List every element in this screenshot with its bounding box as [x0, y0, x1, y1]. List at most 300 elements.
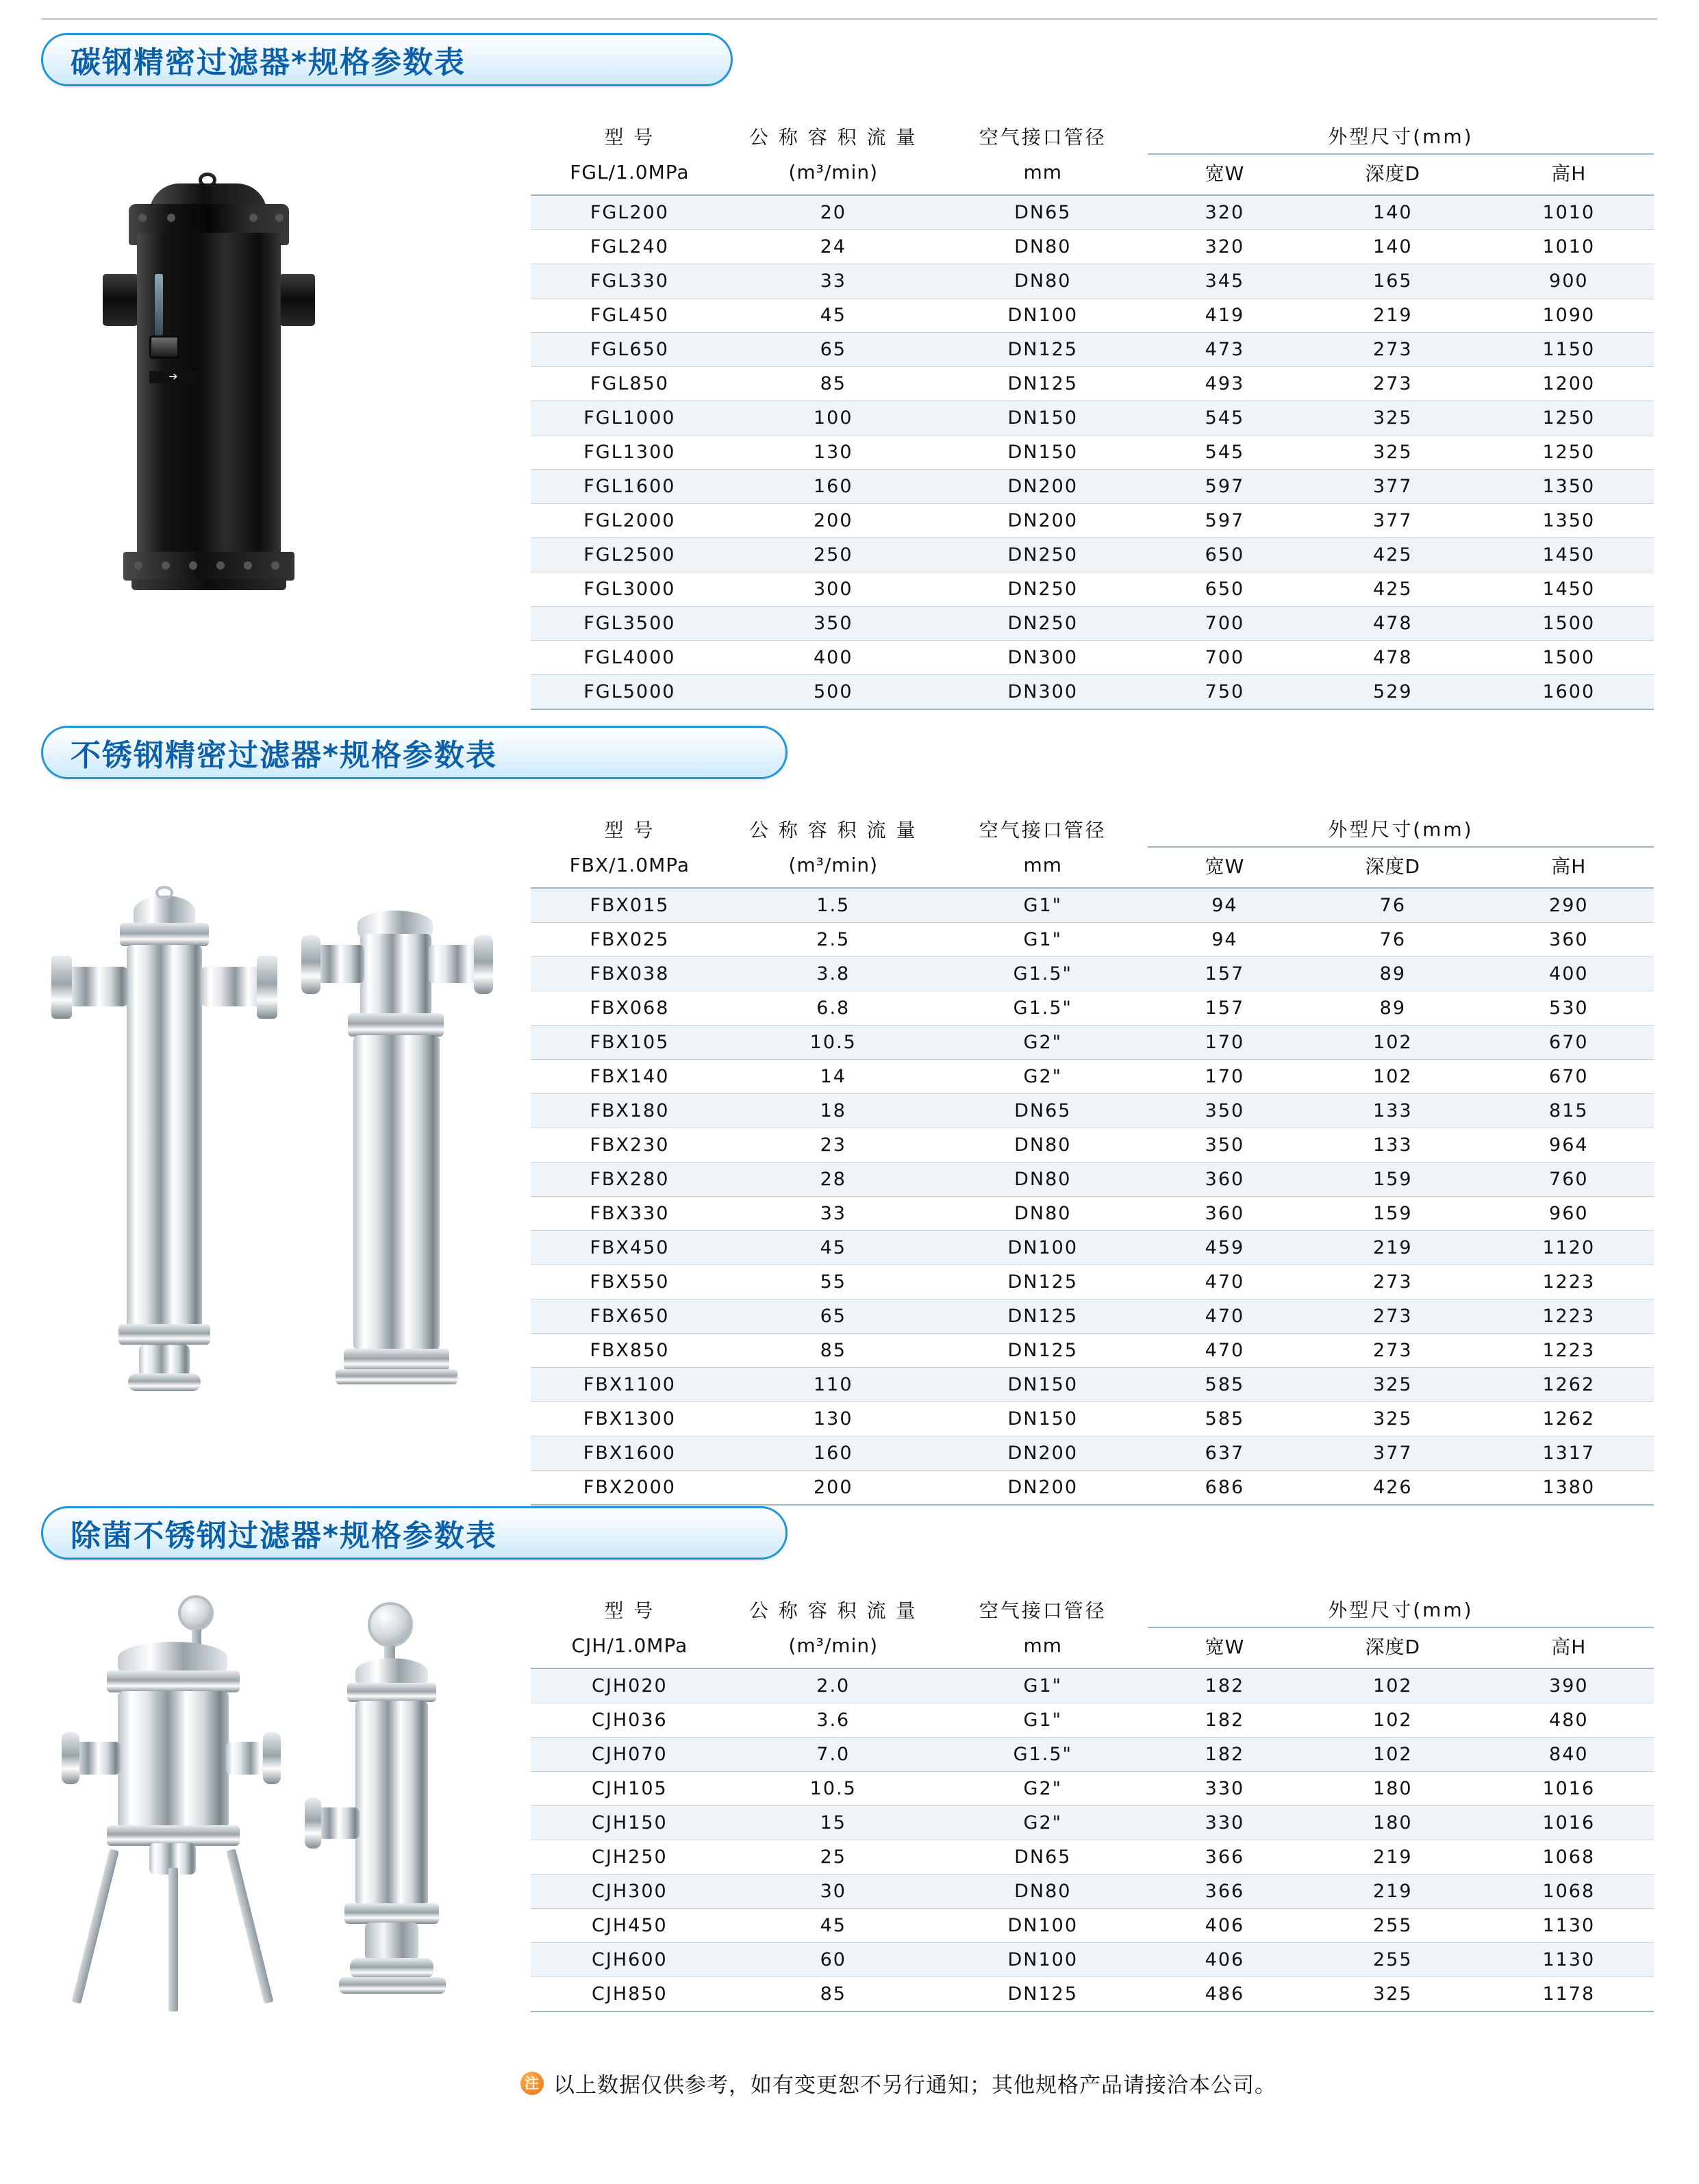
cell-depth: 325: [1302, 1977, 1484, 2012]
cell-flow: 100: [729, 401, 938, 435]
cell-port: DN125: [938, 1977, 1148, 2012]
cell-model: FBX650: [531, 1299, 729, 1334]
cell-port: DN100: [938, 1909, 1148, 1943]
cell-port: G1": [938, 888, 1148, 923]
cell-depth: 102: [1302, 1703, 1484, 1738]
cell-model: FGL5000: [531, 675, 729, 710]
cell-width: 94: [1148, 923, 1302, 957]
flow-arrow-icon: ➔: [149, 371, 197, 383]
base-flange: [344, 1349, 449, 1371]
cell-flow: 160: [729, 470, 938, 504]
cell-flow: 20: [729, 195, 938, 230]
cell-height: 1450: [1484, 538, 1654, 572]
cell-width: 94: [1148, 888, 1302, 923]
inlet-clamp: [301, 935, 320, 994]
cell-model: FBX550: [531, 1265, 729, 1299]
cell-port: DN125: [938, 1265, 1148, 1299]
header-height: 高H: [1484, 847, 1654, 888]
cell-height: 1500: [1484, 641, 1654, 675]
table-row: [531, 333, 1654, 367]
cell-flow: 130: [729, 435, 938, 470]
cell-depth: 89: [1302, 991, 1484, 1026]
table-row: [531, 538, 1654, 572]
header-width: 宽W: [1148, 1627, 1302, 1668]
cell-width: 350: [1148, 1128, 1302, 1163]
table-row: [531, 470, 1654, 504]
table-row: [531, 264, 1654, 299]
cell-width: 597: [1148, 504, 1302, 538]
cell-depth: 76: [1302, 923, 1484, 957]
table-row: [531, 1265, 1654, 1299]
spec-table-sterilizing-filter: [531, 1588, 1654, 2012]
top-clamp: [347, 1683, 436, 1702]
cell-width: 360: [1148, 1197, 1302, 1231]
cell-depth: 425: [1302, 538, 1484, 572]
cell-width: 486: [1148, 1977, 1302, 2012]
cell-width: 320: [1148, 195, 1302, 230]
cell-height: 1223: [1484, 1334, 1654, 1368]
cell-model: FGL3000: [531, 572, 729, 607]
cell-model: FGL1300: [531, 435, 729, 470]
cell-height: 1120: [1484, 1231, 1654, 1265]
cell-height: 1010: [1484, 230, 1654, 264]
cell-height: 530: [1484, 991, 1654, 1026]
cell-port: DN100: [938, 1231, 1148, 1265]
cell-depth: 273: [1302, 1265, 1484, 1299]
header-height: 高H: [1484, 1627, 1654, 1668]
cell-height: 1068: [1484, 1875, 1654, 1909]
cell-width: 493: [1148, 367, 1302, 401]
header-width: 宽W: [1148, 154, 1302, 195]
cell-flow: 45: [729, 1231, 938, 1265]
cell-width: 686: [1148, 1471, 1302, 1506]
vessel-body: [118, 1691, 229, 1828]
support-leg: [226, 1849, 273, 2004]
cell-model: FBX330: [531, 1197, 729, 1231]
cell-flow: 85: [729, 367, 938, 401]
cell-depth: 273: [1302, 1299, 1484, 1334]
drain-section: [139, 1345, 190, 1376]
header-model: 型 号: [531, 808, 729, 847]
cell-width: 637: [1148, 1436, 1302, 1471]
cell-depth: 377: [1302, 1436, 1484, 1471]
head-bolt: [275, 214, 284, 222]
cell-width: 470: [1148, 1299, 1302, 1334]
base-bolt: [189, 561, 197, 570]
header-model-series: CJH/1.0MPa: [531, 1627, 729, 1668]
cell-width: 350: [1148, 1094, 1302, 1128]
vessel-top-cap: [355, 1658, 428, 1686]
cell-model: FBX038: [531, 957, 729, 991]
outlet-flange: [279, 274, 315, 326]
inlet-flange: [51, 956, 72, 1019]
cell-height: 1262: [1484, 1368, 1654, 1402]
cell-flow: 23: [729, 1128, 938, 1163]
cell-width: 406: [1148, 1943, 1302, 1977]
cell-flow: 3.8: [729, 957, 938, 991]
cell-port: G1.5": [938, 957, 1148, 991]
table-row: [531, 1840, 1654, 1875]
cell-height: 1380: [1484, 1471, 1654, 1506]
cell-height: 1016: [1484, 1806, 1654, 1840]
cell-model: CJH020: [531, 1668, 729, 1703]
top-flange: [120, 923, 209, 946]
cell-flow: 30: [729, 1875, 938, 1909]
cell-height: 960: [1484, 1197, 1654, 1231]
vessel-feet: [131, 579, 286, 590]
cell-height: 1350: [1484, 504, 1654, 538]
cell-model: FGL450: [531, 299, 729, 333]
product-image-stainless-filter-left: [51, 890, 277, 1404]
cell-model: CJH105: [531, 1772, 729, 1806]
table-row: [531, 957, 1654, 991]
cell-width: 360: [1148, 1163, 1302, 1197]
table-row: [531, 1668, 1654, 1703]
table-row: [531, 1026, 1654, 1060]
cell-flow: 28: [729, 1163, 938, 1197]
cell-height: 670: [1484, 1026, 1654, 1060]
cell-flow: 1.5: [729, 888, 938, 923]
pressure-gauge: [368, 1602, 413, 1647]
table-row: [531, 299, 1654, 333]
cell-height: 1200: [1484, 367, 1654, 401]
cell-flow: 45: [729, 1909, 938, 1943]
bottom-flange: [118, 1324, 210, 1345]
cell-port: DN125: [938, 1334, 1148, 1368]
cell-height: 400: [1484, 957, 1654, 991]
cell-flow: 24: [729, 230, 938, 264]
cell-model: FBX280: [531, 1163, 729, 1197]
cell-flow: 60: [729, 1943, 938, 1977]
cell-depth: 425: [1302, 572, 1484, 607]
cell-flow: 250: [729, 538, 938, 572]
base-bolt: [271, 561, 279, 570]
cell-port: DN150: [938, 401, 1148, 435]
outlet-clamp: [474, 935, 493, 994]
cell-width: 470: [1148, 1334, 1302, 1368]
cell-model: FBX105: [531, 1026, 729, 1060]
cell-model: FGL4000: [531, 641, 729, 675]
cell-depth: 325: [1302, 435, 1484, 470]
cell-height: 1223: [1484, 1265, 1654, 1299]
cell-port: G1": [938, 1703, 1148, 1738]
outlet-flange: [257, 956, 277, 1019]
cell-port: DN80: [938, 1128, 1148, 1163]
cell-model: FGL650: [531, 333, 729, 367]
cell-height: 1150: [1484, 333, 1654, 367]
cell-flow: 2.5: [729, 923, 938, 957]
cell-model: CJH150: [531, 1806, 729, 1840]
section-title-carbon-steel: [41, 33, 733, 86]
cell-depth: 325: [1302, 1368, 1484, 1402]
cell-port: DN150: [938, 435, 1148, 470]
product-image-sterilizing-filter-right: [305, 1602, 483, 2020]
base-bolt: [216, 561, 225, 570]
table-row: [531, 1231, 1654, 1265]
cell-model: CJH850: [531, 1977, 729, 2012]
cell-depth: 255: [1302, 1943, 1484, 1977]
cell-width: 473: [1148, 333, 1302, 367]
cell-flow: 400: [729, 641, 938, 675]
cell-width: 585: [1148, 1368, 1302, 1402]
cell-depth: 273: [1302, 333, 1484, 367]
cell-height: 1250: [1484, 401, 1654, 435]
cell-height: 360: [1484, 923, 1654, 957]
table-row: [531, 675, 1654, 710]
section-title-text: 不锈钢精密过滤器*规格参数表: [71, 738, 498, 773]
cell-model: FBX2000: [531, 1471, 729, 1506]
spec-table-carbon-steel: [531, 115, 1654, 710]
table-row: [531, 1772, 1654, 1806]
cell-height: 1350: [1484, 470, 1654, 504]
table-row: [531, 1402, 1654, 1436]
cell-flow: 33: [729, 1197, 938, 1231]
outlet-clamp: [263, 1732, 281, 1784]
cell-depth: 133: [1302, 1094, 1484, 1128]
cell-depth: 133: [1302, 1128, 1484, 1163]
cell-height: 760: [1484, 1163, 1654, 1197]
vessel-body: [355, 1701, 428, 1906]
table-row: [531, 1334, 1654, 1368]
cell-width: 330: [1148, 1806, 1302, 1840]
table-header-sub-row: [531, 847, 1654, 888]
cell-width: 650: [1148, 572, 1302, 607]
cell-height: 1223: [1484, 1299, 1654, 1334]
header-depth: 深度D: [1302, 1627, 1484, 1668]
section-title-sterilizing-filter: [41, 1506, 788, 1560]
cell-depth: 273: [1302, 367, 1484, 401]
cell-height: 1090: [1484, 299, 1654, 333]
cell-model: CJH300: [531, 1875, 729, 1909]
cell-width: 157: [1148, 957, 1302, 991]
cell-depth: 478: [1302, 641, 1484, 675]
header-dimensions-group: 外型尺寸(mm): [1148, 1588, 1654, 1627]
header-width: 宽W: [1148, 847, 1302, 888]
cell-width: 406: [1148, 1909, 1302, 1943]
table-row: [531, 1436, 1654, 1471]
cell-width: 700: [1148, 641, 1302, 675]
cell-depth: 159: [1302, 1163, 1484, 1197]
cell-model: CJH250: [531, 1840, 729, 1875]
header-model: 型 号: [531, 115, 729, 154]
cell-port: DN150: [938, 1368, 1148, 1402]
table-row: [531, 641, 1654, 675]
cell-height: 1068: [1484, 1840, 1654, 1875]
cell-width: 419: [1148, 299, 1302, 333]
cell-width: 182: [1148, 1738, 1302, 1772]
cell-model: CJH600: [531, 1943, 729, 1977]
cell-flow: 160: [729, 1436, 938, 1471]
differential-gauge: [149, 335, 179, 359]
base-plate: [336, 1369, 457, 1384]
cell-model: FBX450: [531, 1231, 729, 1265]
cell-port: DN65: [938, 1094, 1148, 1128]
cell-height: 1010: [1484, 195, 1654, 230]
header-port-unit: mm: [938, 154, 1148, 195]
cell-port: G2": [938, 1772, 1148, 1806]
cell-flow: 200: [729, 504, 938, 538]
head-bolt: [249, 214, 257, 222]
table-row: [531, 1703, 1654, 1738]
cell-model: FBX140: [531, 1060, 729, 1094]
table-row: [531, 991, 1654, 1026]
table-row: [531, 1128, 1654, 1163]
cell-port: G2": [938, 1026, 1148, 1060]
bottom-clamp: [344, 1903, 439, 1924]
cell-width: 182: [1148, 1668, 1302, 1703]
cell-height: 1016: [1484, 1772, 1654, 1806]
cell-depth: 102: [1302, 1026, 1484, 1060]
cell-flow: 55: [729, 1265, 938, 1299]
cell-width: 366: [1148, 1840, 1302, 1875]
cell-model: CJH450: [531, 1909, 729, 1943]
table-row: [531, 435, 1654, 470]
cell-depth: 76: [1302, 888, 1484, 923]
cell-height: 1450: [1484, 572, 1654, 607]
head-bolt: [138, 214, 147, 222]
table-row: [531, 1875, 1654, 1909]
cell-model: FBX230: [531, 1128, 729, 1163]
cell-port: G1.5": [938, 1738, 1148, 1772]
table-row: [531, 1977, 1654, 2012]
cell-port: DN200: [938, 1471, 1148, 1506]
header-flow-unit: (m³/min): [729, 847, 938, 888]
cell-depth: 273: [1302, 1334, 1484, 1368]
cell-height: 1130: [1484, 1943, 1654, 1977]
cell-port: DN200: [938, 504, 1148, 538]
cell-port: DN200: [938, 1436, 1148, 1471]
header-depth: 深度D: [1302, 154, 1484, 195]
cell-width: 320: [1148, 230, 1302, 264]
cell-depth: 377: [1302, 470, 1484, 504]
cell-flow: 10.5: [729, 1772, 938, 1806]
table-row: [531, 230, 1654, 264]
cell-port: G1.5": [938, 991, 1148, 1026]
cell-width: 597: [1148, 470, 1302, 504]
footnote-text: 以上数据仅供参考，如有变更恕不另行通知；其他规格产品请接洽本公司。: [553, 2073, 1276, 2098]
cell-width: 330: [1148, 1772, 1302, 1806]
section-title-text: 碳钢精密过滤器*规格参数表: [71, 45, 466, 80]
cell-flow: 14: [729, 1060, 938, 1094]
cell-depth: 180: [1302, 1772, 1484, 1806]
support-leg: [72, 1849, 119, 2004]
cell-depth: 219: [1302, 1840, 1484, 1875]
cell-flow: 18: [729, 1094, 938, 1128]
cell-width: 182: [1148, 1703, 1302, 1738]
cell-flow: 65: [729, 1299, 938, 1334]
table-row: [531, 504, 1654, 538]
table-row: [531, 1909, 1654, 1943]
cell-height: 390: [1484, 1668, 1654, 1703]
table-row: [531, 401, 1654, 435]
cell-model: FBX850: [531, 1334, 729, 1368]
base-bolt: [134, 561, 142, 570]
cell-flow: 15: [729, 1806, 938, 1840]
header-flow-unit: (m³/min): [729, 1627, 938, 1668]
cell-flow: 300: [729, 572, 938, 607]
note-icon: 注: [520, 2072, 544, 2095]
cell-flow: 3.6: [729, 1703, 938, 1738]
header-dimensions-group: 外型尺寸(mm): [1148, 115, 1654, 154]
cell-model: FGL330: [531, 264, 729, 299]
table-row: [531, 367, 1654, 401]
cell-model: FGL200: [531, 195, 729, 230]
base-plate: [339, 1977, 446, 1994]
cell-port: DN80: [938, 1197, 1148, 1231]
header-flow: 公 称 容 积 流 量: [729, 808, 938, 847]
cell-flow: 45: [729, 299, 938, 333]
header-depth: 深度D: [1302, 847, 1484, 888]
support-leg: [168, 1868, 178, 2011]
cell-model: CJH070: [531, 1738, 729, 1772]
cell-depth: 102: [1302, 1738, 1484, 1772]
header-model-series: FBX/1.0MPa: [531, 847, 729, 888]
cell-port: G2": [938, 1806, 1148, 1840]
cell-flow: 85: [729, 1977, 938, 2012]
product-image-stainless-filter-right: [301, 911, 493, 1404]
table-row: [531, 923, 1654, 957]
cell-flow: 65: [729, 333, 938, 367]
section-title-stainless-steel: [41, 726, 788, 779]
table-row: [531, 1471, 1654, 1506]
cell-port: G2": [938, 1060, 1148, 1094]
header-flow: 公 称 容 积 流 量: [729, 115, 938, 154]
spec-table-stainless-steel: [531, 808, 1654, 1506]
cell-width: 585: [1148, 1402, 1302, 1436]
cell-port: DN250: [938, 538, 1148, 572]
cell-height: 670: [1484, 1060, 1654, 1094]
cell-port: DN250: [938, 607, 1148, 641]
table-header-sub-row: [531, 1627, 1654, 1668]
table-row: [531, 1738, 1654, 1772]
table-header-group-row: [531, 808, 1654, 847]
drain-section: [365, 1922, 418, 1961]
cell-port: DN80: [938, 230, 1148, 264]
table-header-group-row: [531, 115, 1654, 154]
cell-depth: 219: [1302, 299, 1484, 333]
cell-port: DN300: [938, 641, 1148, 675]
header-model-series: FGL/1.0MPa: [531, 154, 729, 195]
pressure-gauge: [178, 1595, 214, 1631]
header-port: 空气接口管径: [938, 1588, 1148, 1627]
mid-flange: [348, 1013, 444, 1037]
cell-model: FBX1100: [531, 1368, 729, 1402]
cell-model: FBX015: [531, 888, 729, 923]
cell-width: 170: [1148, 1060, 1302, 1094]
table-row: [531, 1197, 1654, 1231]
cell-port: DN80: [938, 1875, 1148, 1909]
inlet-clamp: [305, 1798, 321, 1849]
header-flow: 公 称 容 积 流 量: [729, 1588, 938, 1627]
cell-height: 964: [1484, 1128, 1654, 1163]
cell-depth: 102: [1302, 1668, 1484, 1703]
header-dimensions-group: 外型尺寸(mm): [1148, 808, 1654, 847]
cell-flow: 85: [729, 1334, 938, 1368]
cell-flow: 33: [729, 264, 938, 299]
cell-model: FBX1600: [531, 1436, 729, 1471]
table-row: [531, 572, 1654, 607]
table-row: [531, 1163, 1654, 1197]
cell-port: DN80: [938, 1163, 1148, 1197]
cell-flow: 200: [729, 1471, 938, 1506]
cell-model: FGL1600: [531, 470, 729, 504]
lifting-ring: [155, 886, 173, 900]
cell-width: 650: [1148, 538, 1302, 572]
cell-flow: 7.0: [729, 1738, 938, 1772]
cell-model: FBX068: [531, 991, 729, 1026]
table-header-group-row: [531, 1588, 1654, 1627]
sight-glass: [155, 274, 163, 335]
